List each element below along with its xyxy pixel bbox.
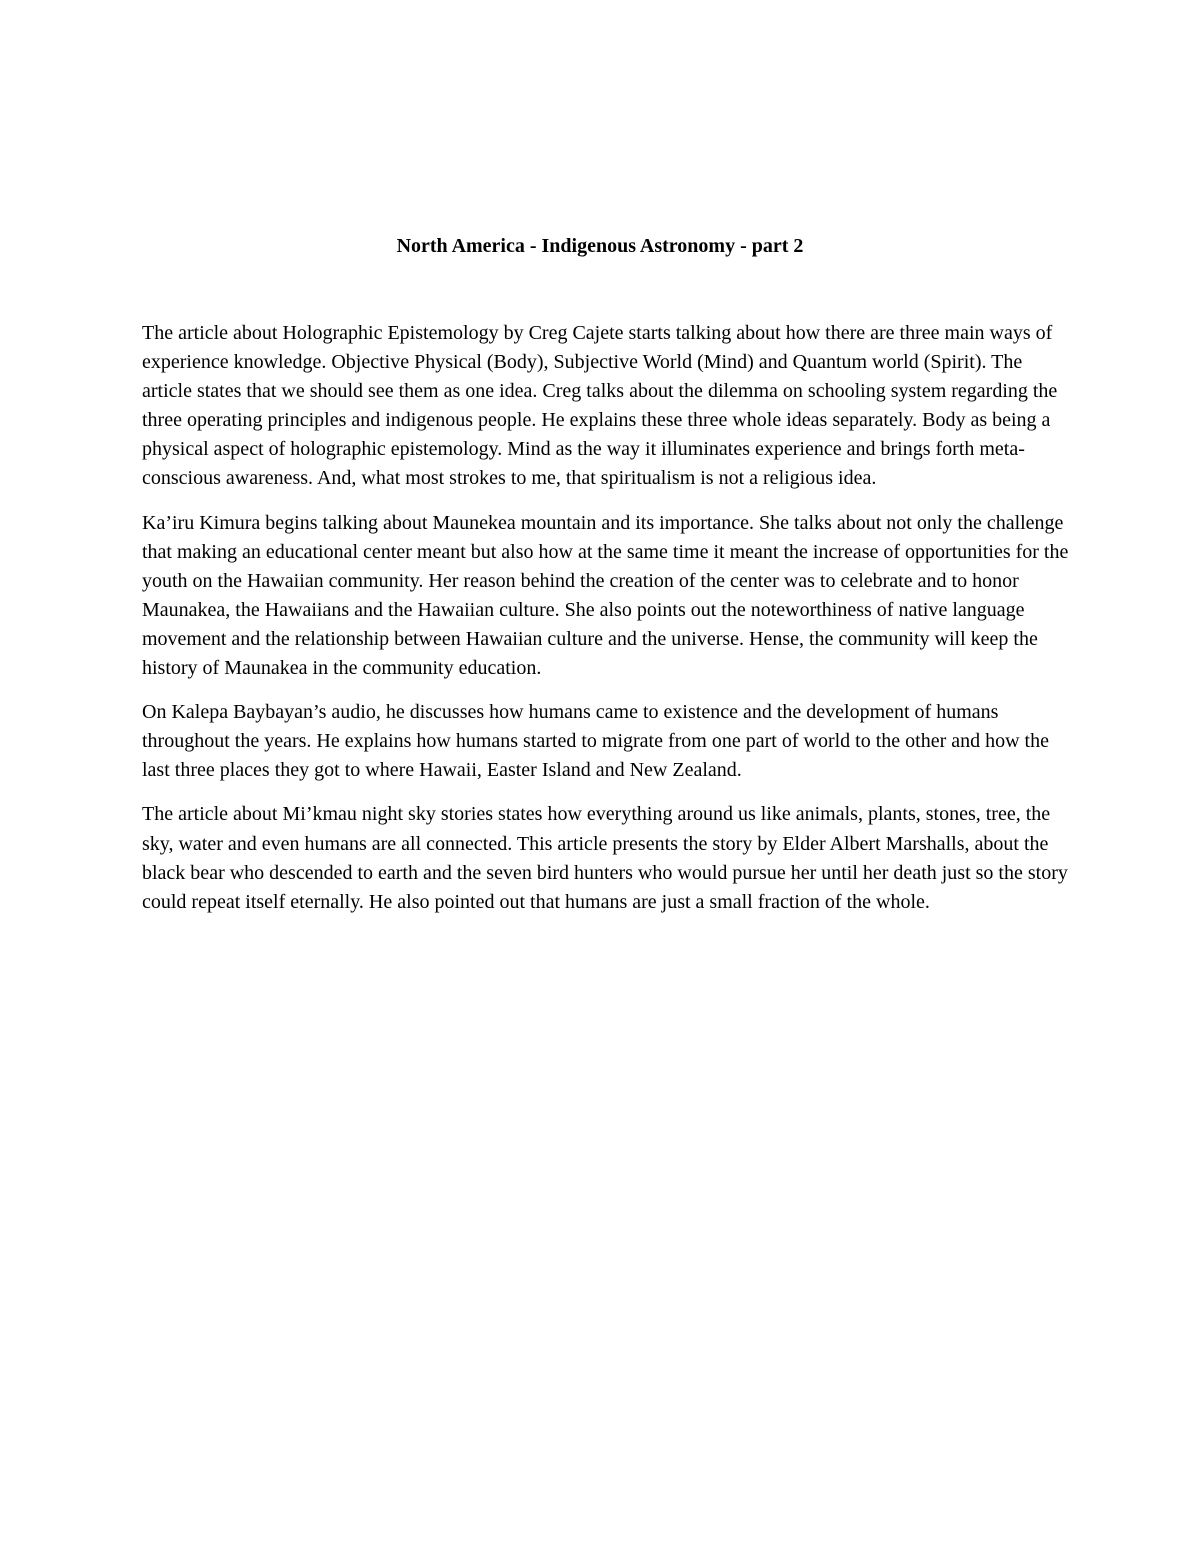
document-body — [142, 319, 1072, 932]
paragraph-kalepa-baybayan: On Kalepa Baybayan’s audio, he discusses how humans came to existence and the development of humans throughout the years. He explains how humans started to migrate from one part of world to the other and how the last three places they got to where Hawaii, Easter Island and New Zealand. — [142, 701, 1049, 782]
paragraph-kairu-kimura: Ka’iru Kimura begins talking about Maunekea mountain and its importance. She talks about not only the challenge that making an educational center meant but also how at the same time it meant the increase of opportunities for the youth on the Hawaiian community. Her reason behind the creation of the center was to celebrate and to honor Maunakea, the Hawaiians and the Hawaiian culture. She also points out the noteworthiness of native language movement and the relationship between Hawaiian culture and the universe. Hense, the community will keep the history of Maunakea in the community education. — [142, 511, 1069, 680]
paragraph-holographic-epistemology: The article about Holographic Epistemology by Creg Cajete starts talking about how there are three main ways of experience knowledge. Objective Physical (Body), Subjective World (Mind) and Quantum world (Spirit). The article states that we should see them as one idea. Creg talks about the dilemma on schooling system regarding the three operating principles and indigenous people. He explains these three whole ideas separately. Body as being a physical aspect of holographic epistemology. Mind as the way it illuminates experience and brings forth meta-conscious awareness. And, what most strokes to me, that spiritualism is not a religious idea. — [142, 322, 1058, 490]
document-title: North America - Indigenous Astronomy - part 2 — [396, 235, 804, 257]
paragraph-mikmau-night-sky: The article about Mi’kmau night sky stories states how everything around us like animals, plants, stones, tree, the sky, water and even humans are all connected. This article presents the story by Elder Albert Marshalls, about the black bear who descended to earth and the seven bird hunters who would pursue her until her death just so the story could repeat itself eternally. He also pointed out that humans are just a small fraction of the whole. — [142, 803, 1068, 913]
